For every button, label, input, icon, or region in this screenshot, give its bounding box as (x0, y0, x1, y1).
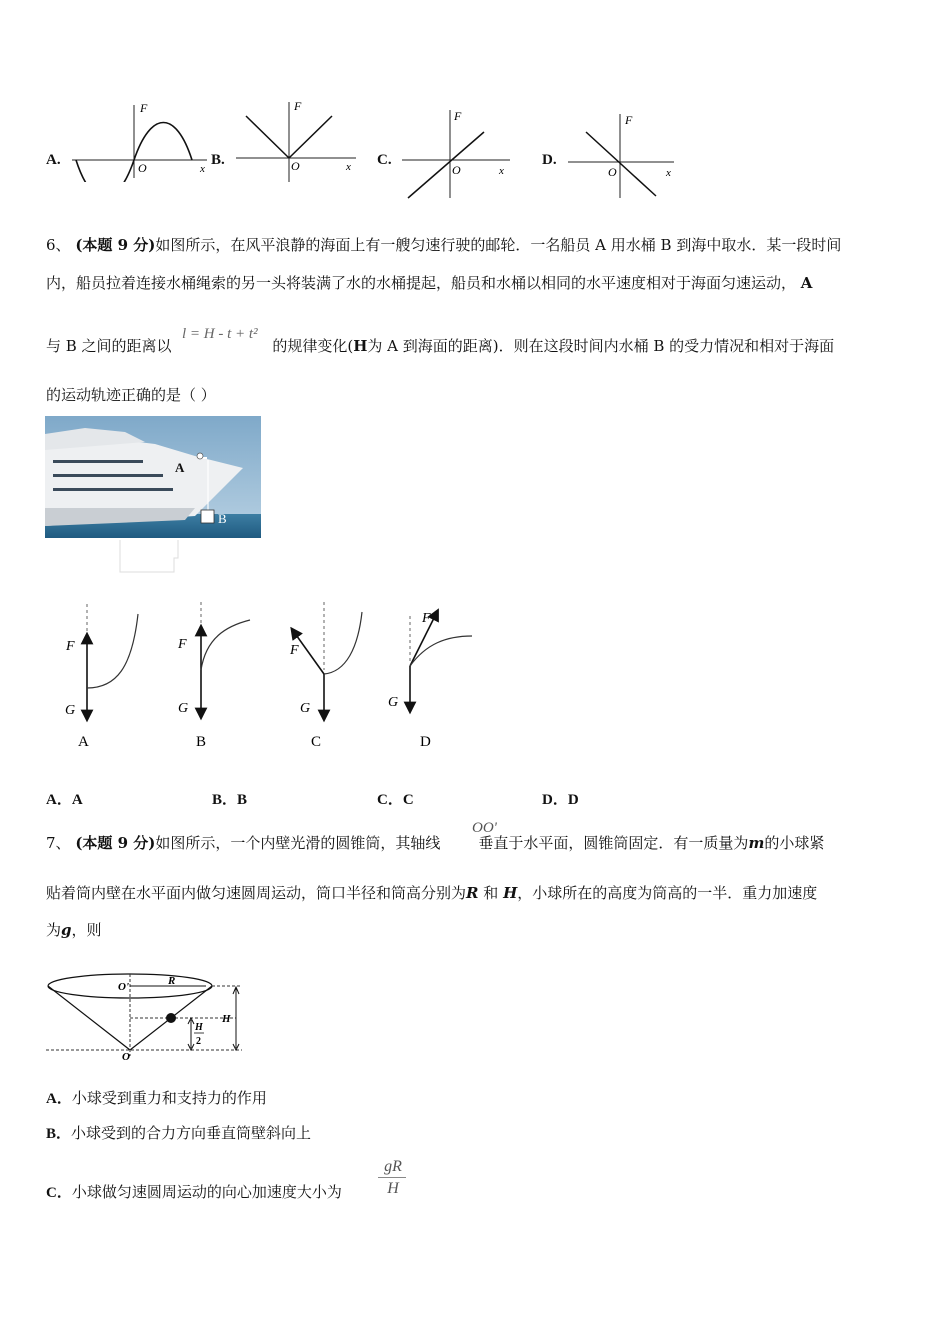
svg-text:G: G (388, 695, 399, 710)
q6-formula: l = H - t + t² (182, 326, 258, 342)
q6-answer-c[interactable]: C．C (377, 792, 414, 808)
q6-answer-d[interactable]: D．D (542, 792, 579, 808)
svg-text:x: x (346, 161, 351, 173)
graph-a (65, 604, 138, 750)
q5-graph-c-line (402, 104, 517, 200)
photo-frame-artifact (118, 538, 180, 574)
svg-text:O: O (452, 163, 461, 177)
fraction-denominator: H (387, 1180, 399, 1197)
svg-text:O: O (608, 165, 617, 179)
svg-text:x: x (499, 165, 504, 177)
svg-text:O': O' (118, 981, 129, 993)
q5-option-b-label: B. (211, 152, 225, 168)
svg-text:F: F (454, 109, 462, 123)
q5-graph-d-line (568, 110, 683, 200)
q6-answer-a[interactable]: A．A (46, 792, 83, 808)
svg-text:G: G (65, 703, 76, 718)
q6-force-graphs (56, 598, 496, 754)
svg-text:x: x (666, 167, 671, 179)
q5-a-f-label: F (140, 101, 148, 115)
q7-fraction (378, 1157, 408, 1198)
q7-line2: 贴着筒内壁在水平面内做匀速圆周运动，筒口半径和筒高分别为R 和 H，小球所在的高度为筒高的一半．重力加速度 (46, 884, 818, 902)
q6-line4: 的运动轨迹正确的是（ ） (46, 386, 216, 404)
svg-text:F: F (290, 643, 299, 658)
q5-option-d-label: D. (542, 152, 557, 168)
q6-answer-b[interactable]: B．B (212, 792, 248, 808)
graph-b (177, 602, 250, 750)
svg-text:G: G (178, 701, 189, 716)
cone-figure (46, 970, 256, 1060)
photo-label-b: B (218, 511, 227, 526)
q6-line2: 内，船员拉着连接水桶绳索的另一头将装满了水的水桶提起，船员和水桶以相同的水平速度相对于海面匀速运动， A (46, 274, 813, 292)
q7-line3: 为g，则 (46, 921, 102, 939)
q7-option-c[interactable]: C．小球做匀速圆周运动的向心加速度大小为 (46, 1183, 342, 1201)
q5-option-c-label: C. (377, 152, 392, 168)
graph-d (388, 611, 472, 750)
q6-line3: 与 B 之间的距离以 的规律变化(H为 A 到海面的距离)．则在这段时间内水桶 B 的受力情况和相对于海面 (46, 337, 835, 355)
photo-label-a: A (175, 460, 185, 475)
svg-text:F: F (178, 637, 187, 652)
q5-a-o-label: O (138, 161, 147, 175)
svg-text:O: O (291, 159, 300, 173)
q7-line1: 7、 (本题 9 分)如图所示，一个内壁光滑的圆锥筒，其轴线 垂直于水平面，圆锥筒固定．有一质量为m的小球紧 (46, 834, 825, 852)
svg-text:H: H (222, 1013, 231, 1025)
fraction-numerator: gR (384, 1158, 402, 1175)
q5-graph-a-sine (72, 100, 212, 182)
q5-option-a-label: A. (46, 152, 61, 168)
svg-text:F: F (294, 99, 302, 113)
graph-c (289, 602, 362, 750)
svg-text:G: G (300, 701, 311, 716)
q6-line1: 6、 (本题 9 分)如图所示，在风平浪静的海面上有一艘匀速行驶的邮轮．一名船员 A 用水桶 B 到海中取水．某一段时间 (46, 236, 842, 254)
q7-option-b[interactable]: B．小球受到的合力方向垂直筒壁斜向上 (46, 1124, 312, 1142)
q5-graph-b-v (236, 98, 361, 184)
svg-text:D: D (420, 734, 431, 750)
svg-text:B: B (196, 734, 207, 750)
svg-text:R: R (168, 975, 176, 987)
ship-photo (45, 416, 261, 538)
q7-option-a[interactable]: A．小球受到重力和支持力的作用 (46, 1089, 267, 1107)
svg-text:O: O (122, 1051, 130, 1060)
svg-text:A: A (78, 734, 89, 750)
svg-text:2: 2 (196, 1036, 201, 1047)
svg-text:F: F (66, 639, 75, 654)
q5-a-x-label: x (200, 163, 205, 175)
svg-text:F: F (625, 113, 633, 127)
svg-text:F: F (422, 611, 431, 626)
q7-axis-label: OO' (472, 820, 497, 836)
svg-text:C: C (311, 734, 322, 750)
svg-text:H: H (195, 1022, 203, 1033)
